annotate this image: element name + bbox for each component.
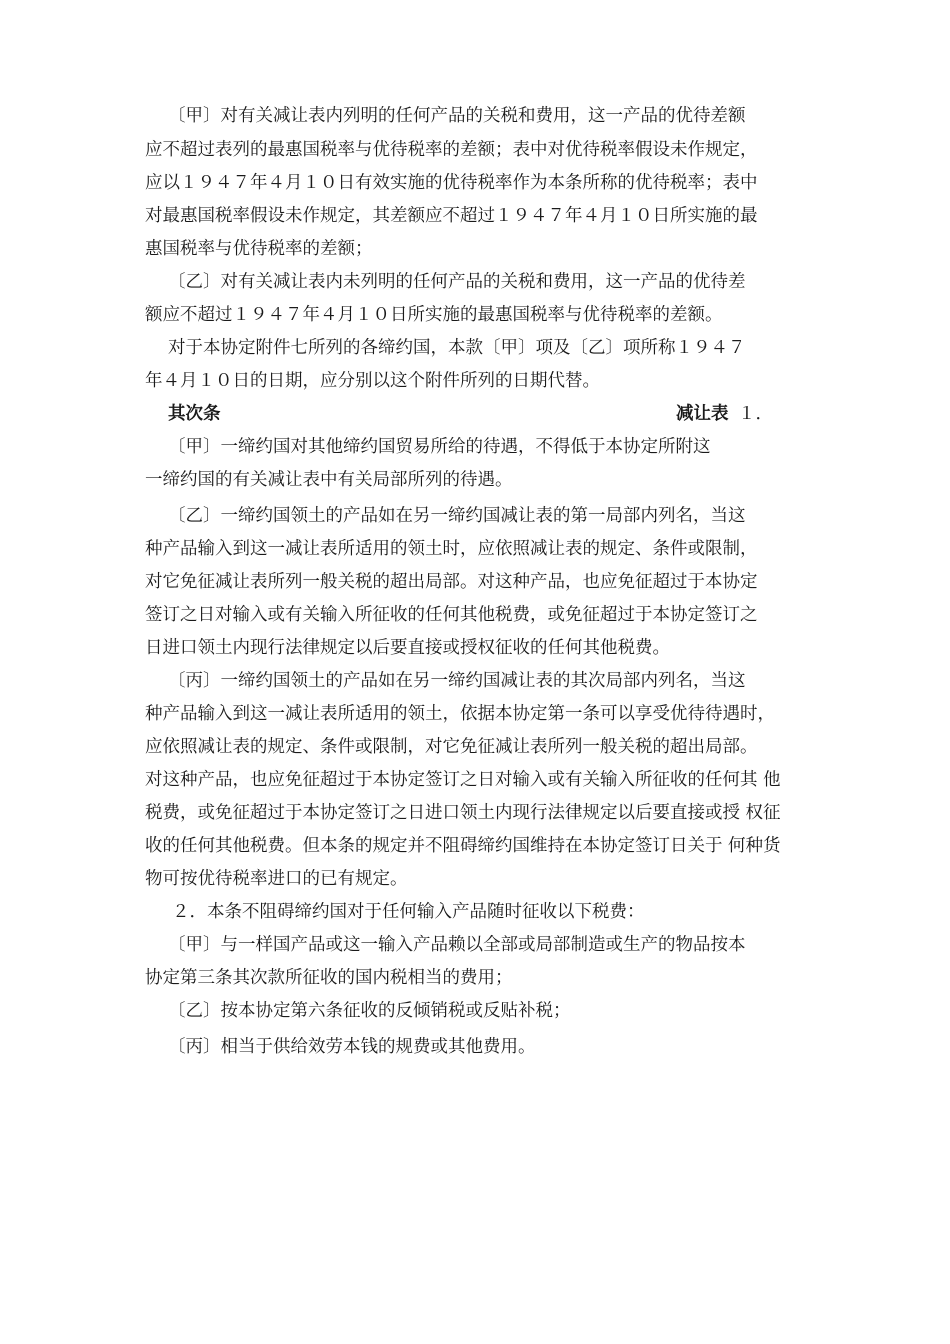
paragraph-line: 年４月１０日的日期，应分别以这个附件所列的日期代替。 [145, 371, 600, 391]
paragraph-line: 对于本协定附件七所列的各缔约国，本款〔甲〕项及〔乙〕项所称１９４７ [168, 338, 746, 358]
paragraph-line: 惠国税率与优待税率的差额； [145, 239, 373, 259]
paragraph-line: 收的任何其他税费。但本条的规定并不阻碍缔约国维持在本协定签订日关于 何种货 [145, 836, 781, 856]
article-title: 减让表 [676, 404, 729, 424]
paragraph-line: 对最惠国税率假设未作规定，其差额应不超过１９４７年４月１０日所实施的最 [145, 206, 758, 226]
paragraph-line: 种产品输入到这一减让表所适用的领土，依据本协定第一条可以享受优待待遇时， [145, 704, 775, 724]
paragraph-line: 〔乙〕按本协定第六条征收的反倾销税或反贴补税； [168, 1001, 571, 1021]
paragraph-line: 物可按优待税率进口的已有规定。 [145, 869, 408, 889]
clause-number: １． [738, 404, 773, 424]
paragraph-line: 〔甲〕一缔约国对其他缔约国贸易所给的待遇，不得低于本协定所附这 [168, 437, 711, 457]
paragraph-line: 〔甲〕对有关减让表内列明的任何产品的关税和费用，这一产品的优待差额 [168, 106, 746, 126]
paragraph-line: 税费，或免征超过于本协定签订之日进口领土内现行法律规定以后要直接或授 权征 [145, 803, 781, 823]
paragraph-line: ２．本条不阻碍缔约国对于任何输入产品随时征收以下税费： [172, 902, 645, 922]
paragraph-line: 〔丙〕一缔约国领土的产品如在另一缔约国减让表的其次局部内列名，当这 [168, 671, 746, 691]
paragraph-line: 应不超过表列的最惠国税率与优待税率的差额；表中对优待税率假设未作规定， [145, 140, 758, 160]
paragraph-line: 签订之日对输入或有关输入所征收的任何其他税费，或免征超过于本协定签订之 [145, 605, 758, 625]
paragraph-line: 〔乙〕对有关减让表内未列明的任何产品的关税和费用，这一产品的优待差 [168, 272, 746, 292]
paragraph-line: 对它免征减让表所列一般关税的超出局部。对这种产品，也应免征超过于本协定 [145, 572, 758, 592]
paragraph-line: 应以１９４７年４月１０日有效实施的优待税率作为本条所称的优待税率；表中 [145, 173, 758, 193]
paragraph-line: 种产品输入到这一减让表所适用的领土时，应依照减让表的规定、条件或限制， [145, 539, 758, 559]
paragraph-line: 应依照减让表的规定、条件或限制，对它免征减让表所列一般关税的超出局部。 [145, 737, 758, 757]
paragraph-line: 对这种产品，也应免征超过于本协定签订之日对输入或有关输入所征收的任何其 他 [145, 770, 781, 790]
article-heading: 其次条 [168, 404, 221, 424]
paragraph-line: 〔甲〕与一样国产品或这一输入产品赖以全部或局部制造或生产的物品按本 [168, 935, 746, 955]
paragraph-line: 协定第三条其次款所征收的国内税相当的费用； [145, 968, 513, 988]
paragraph-line: 一缔约国的有关减让表中有关局部所列的待遇。 [145, 470, 513, 490]
paragraph-line: 〔丙〕相当于供给效劳本钱的规费或其他费用。 [168, 1037, 536, 1057]
paragraph-line: 〔乙〕一缔约国领土的产品如在另一缔约国减让表的第一局部内列名，当这 [168, 506, 746, 526]
paragraph-line: 额应不超过１９４７年４月１０日所实施的最惠国税率与优待税率的差额。 [145, 305, 723, 325]
paragraph-line: 日进口领土内现行法律规定以后要直接或授权征收的任何其他税费。 [145, 638, 670, 658]
